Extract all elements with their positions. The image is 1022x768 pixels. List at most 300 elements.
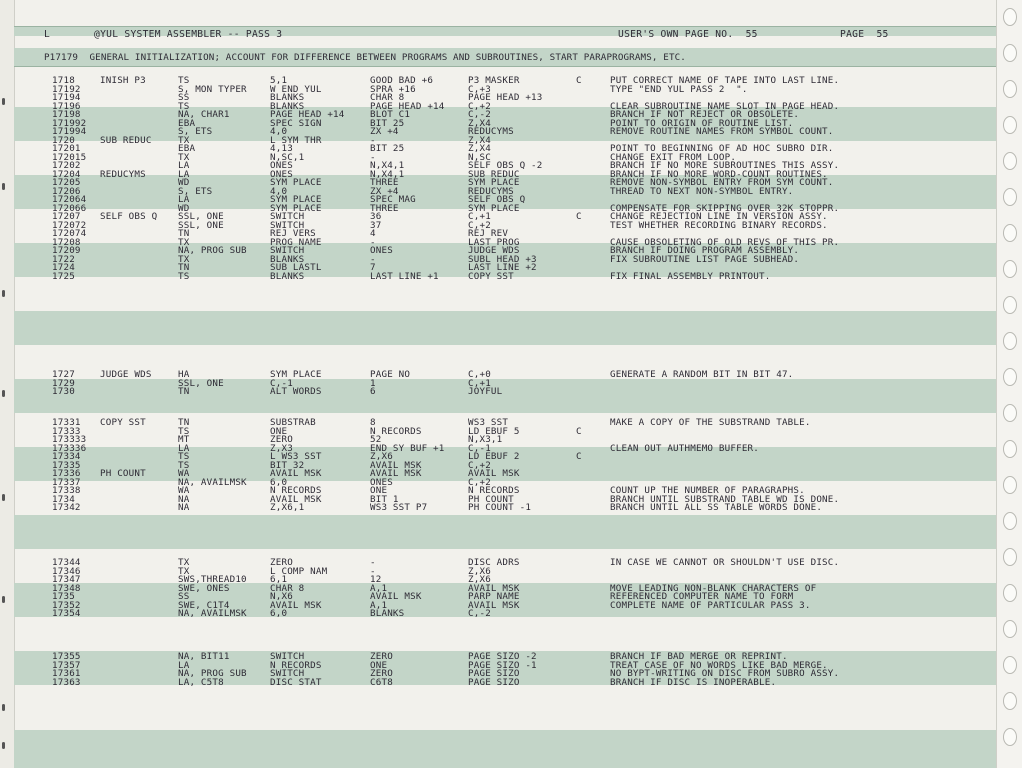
operand-2: ZERO: [370, 668, 393, 679]
operand-1: SWITCH: [270, 245, 305, 256]
operand-1: REJ VERS: [270, 228, 316, 239]
label: SELF OBS Q: [100, 211, 158, 222]
comment: THREAD TO NEXT NON-SYMBOL ENTRY.: [610, 185, 794, 197]
sprocket-hole: [1003, 368, 1017, 386]
opcode: WD: [178, 177, 190, 188]
opcode: NA, PROG SUB: [178, 668, 247, 679]
line-number: 17207: [52, 211, 81, 222]
opcode: NA: [178, 502, 190, 513]
operand-3: Z,X4: [468, 134, 491, 146]
operand-3: PAGE HEAD +13: [468, 92, 543, 103]
opcode: TN: [178, 228, 190, 239]
operand-1: DISC STAT: [270, 676, 322, 688]
flag: C: [576, 425, 582, 437]
sprocket-hole: [1003, 296, 1017, 314]
edge-mark: [2, 704, 5, 711]
opcode: EBA: [178, 117, 196, 129]
operand-3: C,+3: [468, 83, 491, 95]
operand-1: 6,0: [270, 608, 288, 619]
operand-1: BLANKS: [270, 253, 305, 265]
operand-3: N,SC: [468, 151, 491, 163]
sprocket-hole: [1003, 260, 1017, 278]
opcode: MT: [178, 434, 190, 445]
line-number: 17196: [52, 100, 81, 112]
opcode: LA: [178, 194, 190, 205]
operand-2: 12: [370, 574, 382, 585]
comment: POINT TO BEGINNING OF AD HOC SUBRO DIR.: [610, 143, 834, 154]
operand-1: SWITCH: [270, 668, 305, 679]
sprocket-hole: [1003, 44, 1017, 62]
opcode: TX: [178, 134, 190, 146]
line-number: 1725: [52, 270, 75, 282]
edge-mark: [2, 290, 5, 297]
comment: NO BYPT-WRITING ON DISC FROM SUBRO ASSY.: [610, 668, 840, 679]
operand-3: C,+1: [468, 377, 491, 389]
operand-1: 5,1: [270, 75, 288, 86]
comment: COMPENSATE FOR SKIPPING OVER 32K STOPPR.: [610, 202, 840, 214]
operand-1: W END YUL: [270, 83, 322, 95]
operand-3: AVAIL MSK: [468, 468, 520, 479]
opcode: TX: [178, 236, 190, 248]
line-number: 17336: [52, 468, 81, 479]
line-number: 17202: [52, 160, 81, 171]
line-number: 17331: [52, 417, 81, 428]
opcode: EBA: [178, 143, 196, 154]
operand-1: N,SC,1: [270, 151, 305, 163]
operand-2: ZX +4: [370, 126, 399, 137]
sprocket-hole: [1003, 476, 1017, 494]
operand-3: C,-1: [468, 442, 491, 454]
opcode: NA, AVAILMSK: [178, 476, 247, 488]
green-band: [14, 730, 996, 768]
line-number: 1720: [52, 134, 75, 146]
operand-3: Z,X4: [468, 117, 491, 129]
sprocket-hole: [1003, 656, 1017, 674]
operand-2: AVAIL MSK: [370, 459, 422, 471]
sprocket-hole: [1003, 224, 1017, 242]
line-number: 17194: [52, 92, 81, 103]
line-number: 1722: [52, 253, 75, 265]
comment: BRANCH IF NO MORE WORD-COUNT ROUTINES.: [610, 168, 828, 180]
operand-2: 7: [370, 262, 376, 273]
operand-1: Z,X3: [270, 442, 293, 454]
operand-2: END SY BUF +1: [370, 442, 445, 454]
opcode: TS: [178, 270, 190, 282]
label: COPY SST: [100, 417, 146, 428]
line-number: 1735: [52, 591, 75, 602]
opcode: TN: [178, 417, 190, 428]
line-number: 1734: [52, 493, 75, 505]
opcode: LA: [178, 160, 190, 171]
line-number: 17344: [52, 557, 81, 568]
operand-2: AVAIL MSK: [370, 591, 422, 602]
operand-1: BIT 32: [270, 459, 305, 471]
listing-paper: [14, 0, 996, 768]
comment: CHANGE REJECTION LINE IN VERSION ASSY.: [610, 211, 828, 222]
line-number: 17204: [52, 168, 81, 180]
sprocket-hole: [1003, 512, 1017, 530]
operand-1: Z,X6,1: [270, 502, 305, 513]
green-band: [14, 311, 996, 345]
opcode: NA, BIT11: [178, 651, 230, 662]
operand-2: 36: [370, 211, 382, 222]
opcode: TX: [178, 151, 190, 163]
operand-3: LAST PROG: [468, 236, 520, 248]
operand-1: L COMP NAM: [270, 565, 328, 577]
operand-2: -: [370, 134, 376, 146]
line-number: 17198: [52, 109, 81, 120]
comment: REMOVE ROUTINE NAMES FROM SYMBOL COUNT.: [610, 126, 834, 137]
comment: REMOVE NON-SYMBOL ENTRY FROM SYM COUNT.: [610, 177, 834, 188]
operand-3: PH COUNT -1: [468, 502, 532, 513]
operand-3: COPY SST: [468, 270, 514, 282]
operand-1: N,X6: [270, 591, 293, 602]
operand-3: PAGE SIZO: [468, 668, 520, 679]
line-number: 1718: [52, 75, 75, 86]
sprocket-hole: [1003, 404, 1017, 422]
users-page-number: USER'S OWN PAGE NO. 55: [618, 29, 758, 40]
operand-1: 4,13: [270, 143, 293, 154]
opcode: LA, C5T8: [178, 676, 224, 688]
rule: [14, 66, 996, 67]
operand-3: PH COUNT: [468, 493, 514, 505]
line-number: 17335: [52, 459, 81, 471]
operand-2: BLANKS: [370, 608, 405, 619]
operand-2: ZX +4: [370, 185, 399, 197]
operand-2: WS3 SST P7: [370, 502, 428, 513]
opcode: S, ETS: [178, 126, 213, 137]
operand-1: L WS3 SST: [270, 451, 322, 462]
opcode: TS: [178, 459, 190, 471]
operand-3: PARP NAME: [468, 591, 520, 602]
operand-1: BLANKS: [270, 92, 305, 103]
operand-1: 6,1: [270, 574, 288, 585]
comment: TEST WHETHER RECORDING BINARY RECORDS.: [610, 219, 828, 231]
operand-2: BIT 25: [370, 143, 405, 154]
line-number: 172015: [52, 151, 87, 163]
operand-1: SPEC SIGN: [270, 117, 322, 129]
operand-2: Z,X6: [370, 451, 393, 462]
operand-1: BLANKS: [270, 270, 305, 282]
operand-3: P3 MASKER: [468, 75, 520, 86]
operand-3: N,X3,1: [468, 434, 503, 445]
listing-line: [14, 271, 996, 282]
opcode: NA, CHAR1: [178, 109, 230, 120]
comment: COMPLETE NAME OF PARTICULAR PASS 3.: [610, 599, 811, 611]
operand-1: L SYM THR: [270, 134, 322, 146]
operand-3: JUDGE WDS: [468, 245, 520, 256]
line-number: 173333: [52, 434, 87, 445]
line-number: 17363: [52, 676, 81, 688]
operand-1: AVAIL MSK: [270, 493, 322, 505]
flag: C: [576, 451, 582, 462]
line-number: 17348: [52, 582, 81, 594]
comment: BRANCH IF NO MORE SUBROUTINES THIS ASSY.: [610, 160, 840, 171]
comment: TYPE "END YUL PASS 2 ".: [610, 83, 748, 95]
operand-1: AVAIL MSK: [270, 599, 322, 611]
operand-2: 8: [370, 417, 376, 428]
operand-2: -: [370, 565, 376, 577]
operand-2: SPRA +16: [370, 83, 416, 95]
operand-3: REDUCYMS: [468, 126, 514, 137]
operand-2: ONES: [370, 476, 393, 488]
line-number: 17354: [52, 608, 81, 619]
operand-3: C,-2: [468, 608, 491, 619]
opcode: TN: [178, 386, 190, 397]
operand-3: C,+2: [468, 459, 491, 471]
operand-3: C,+1: [468, 211, 491, 222]
operand-2: ONE: [370, 485, 388, 496]
operand-1: SWITCH: [270, 219, 305, 231]
operand-1: ONES: [270, 168, 293, 180]
listing-line: [14, 386, 996, 397]
line-number: 17333: [52, 425, 81, 437]
page-number: PAGE 55: [840, 29, 889, 40]
operand-1: SYM PLACE: [270, 202, 322, 214]
operand-3: JOYFUL: [468, 386, 503, 397]
opcode: SWE, C1T4: [178, 599, 230, 611]
line-number: 17206: [52, 185, 81, 197]
operand-3: AVAIL MSK: [468, 599, 520, 611]
operand-2: THREE: [370, 202, 399, 214]
sprocket-hole: [1003, 188, 1017, 206]
listing-subtitle: P17179 GENERAL INITIALIZATION; ACCOUNT FOR DIFFERENCE BETWEEN PROGRAMS AND SUBROUTINES, START PARAPROGRAMS, ETC.: [44, 52, 686, 63]
edge-mark: [2, 183, 5, 190]
operand-1: ONE: [270, 425, 288, 437]
operand-3: Z,X6: [468, 574, 491, 585]
label: REDUCYMS: [100, 168, 146, 180]
operand-2: A,1: [370, 599, 388, 611]
operand-1: 4,0: [270, 126, 288, 137]
comment: PUT CORRECT NAME OF TAPE INTO LAST LINE.: [610, 75, 840, 86]
operand-2: N,X4,1: [370, 160, 405, 171]
line-number: 17337: [52, 476, 81, 488]
sprocket-hole: [1003, 80, 1017, 98]
operand-2: -: [370, 151, 376, 163]
opcode: SWE, ONES: [178, 582, 230, 594]
operand-3: N RECORDS: [468, 485, 520, 496]
line-number: 17209: [52, 245, 81, 256]
operand-2: SPEC MAG: [370, 194, 416, 205]
operand-3: PAGE SIZO: [468, 676, 520, 688]
sprocket-hole: [1003, 692, 1017, 710]
edge-mark: [2, 390, 5, 397]
operand-2: -: [370, 557, 376, 568]
opcode: SWS,THREAD10: [178, 574, 247, 585]
line-number: 171994: [52, 126, 87, 137]
operand-1: ZERO: [270, 557, 293, 568]
opcode: NA: [178, 493, 190, 505]
operand-2: -: [370, 236, 376, 248]
line-number: 17352: [52, 599, 81, 611]
opcode: SS: [178, 591, 190, 602]
operand-3: Z,X4: [468, 143, 491, 154]
operand-3: DISC ADRS: [468, 557, 520, 568]
opcode: NA, AVAILMSK: [178, 608, 247, 619]
sprocket-hole: [1003, 116, 1017, 134]
operand-1: PAGE HEAD +14: [270, 109, 345, 120]
opcode: WA: [178, 468, 190, 479]
opcode: LA: [178, 659, 190, 671]
sprocket-hole: [1003, 548, 1017, 566]
listing-line: [14, 677, 996, 688]
operand-2: ZERO: [370, 651, 393, 662]
comment: CAUSE OBSOLETING OF OLD REVS OF THIS PR.: [610, 236, 840, 248]
opcode: TS: [178, 75, 190, 86]
line-number: 17192: [52, 83, 81, 95]
operand-3: LAST LINE +2: [468, 262, 537, 273]
operand-3: C,-2: [468, 109, 491, 120]
operand-3: C,+2: [468, 476, 491, 488]
opcode: TX: [178, 565, 190, 577]
line-number: 172074: [52, 228, 87, 239]
line-number: 17346: [52, 565, 81, 577]
operand-3: SYM PLACE: [468, 202, 520, 214]
line-number: 172066: [52, 202, 87, 214]
flag: C: [576, 75, 582, 86]
operand-3: PAGE SIZO -2: [468, 651, 537, 662]
opcode: WD: [178, 202, 190, 214]
operand-1: SYM PLACE: [270, 194, 322, 205]
operand-3: Z,X6: [468, 565, 491, 577]
operand-3: SUB REDUC: [468, 168, 520, 180]
operand-3: LD EBUF 2: [468, 451, 520, 462]
label: INISH P3: [100, 75, 146, 86]
comment: TREAT CASE OF NO WORDS LIKE BAD MERGE.: [610, 659, 828, 671]
opcode: LA: [178, 168, 190, 180]
listing-title: @YUL SYSTEM ASSEMBLER -- PASS 3: [94, 29, 283, 40]
comment: REFERENCED COMPUTER NAME TO FORM: [610, 591, 794, 602]
operand-2: ONE: [370, 659, 388, 671]
opcode: SS: [178, 92, 190, 103]
operand-1: N RECORDS: [270, 485, 322, 496]
operand-1: ONES: [270, 160, 293, 171]
operand-2: N RECORDS: [370, 425, 422, 437]
comment: BRANCH IF DOING PROGRAM ASSEMBLY.: [610, 245, 800, 256]
operand-3: SELF OBS Q: [468, 194, 526, 205]
opcode: WA: [178, 485, 190, 496]
label: JUDGE WDS: [100, 369, 152, 380]
comment: MAKE A COPY OF THE SUBSTRAND TABLE.: [610, 417, 811, 428]
operand-2: CHAR 8: [370, 92, 405, 103]
comment: CLEAR SUBROUTINE NAME SLOT IN PAGE HEAD.: [610, 100, 840, 112]
edge-mark: [2, 98, 5, 105]
edge-mark: [2, 494, 5, 501]
operand-3: C,+2: [468, 219, 491, 231]
opcode: TX: [178, 557, 190, 568]
comment: GENERATE A RANDOM BIT IN BIT 47.: [610, 369, 794, 380]
listing-line: [14, 608, 996, 619]
opcode: S, ETS: [178, 185, 213, 197]
line-number: 17338: [52, 485, 81, 496]
operand-1: 6,0: [270, 476, 288, 488]
line-number: 172064: [52, 194, 87, 205]
operand-3: WS3 SST: [468, 417, 509, 428]
sprocket-hole: [1003, 728, 1017, 746]
green-band: [14, 515, 996, 549]
operand-2: BIT 25: [370, 117, 405, 129]
line-number: 17334: [52, 451, 81, 462]
sprocket-hole: [1003, 584, 1017, 602]
operand-1: N RECORDS: [270, 659, 322, 671]
operand-3: REDUCYMS: [468, 185, 514, 197]
operand-1: C,-1: [270, 377, 293, 389]
opcode: SSL, ONE: [178, 219, 224, 231]
line-number: 1729: [52, 377, 75, 389]
sprocket-hole: [1003, 8, 1017, 26]
line-number: 1727: [52, 369, 75, 380]
label: PH COUNT: [100, 468, 146, 479]
line-number: 1730: [52, 386, 75, 397]
comment: BRANCH IF BAD MERGE OR REPRINT.: [610, 651, 788, 662]
operand-1: SYM PLACE: [270, 369, 322, 380]
line-number: 17342: [52, 502, 81, 513]
line-number: 17205: [52, 177, 81, 188]
operand-3: SYM PLACE: [468, 177, 520, 188]
operand-2: PAGE HEAD +14: [370, 100, 445, 112]
left-tractor-edge: [0, 0, 15, 768]
operand-2: 6: [370, 386, 376, 397]
edge-mark: [2, 742, 5, 749]
opcode: TS: [178, 100, 190, 112]
comment: POINT TO ORIGIN OF ROUTINE LIST.: [610, 117, 794, 129]
operand-2: PAGE NO: [370, 369, 411, 380]
operand-1: CHAR 8: [270, 582, 305, 594]
line-number: 17208: [52, 236, 81, 248]
comment: CLEAN OUT AUTHMEMO BUFFER.: [610, 442, 760, 454]
operand-2: 37: [370, 219, 382, 231]
edge-mark: [2, 596, 5, 603]
line-number: 1724: [52, 262, 75, 273]
opcode: SSL, ONE: [178, 377, 224, 389]
operand-1: ZERO: [270, 434, 293, 445]
comment: BRANCH UNTIL SUBSTRAND TABLE WD IS DONE.: [610, 493, 840, 505]
operand-3: PAGE SIZO -1: [468, 659, 537, 671]
sprocket-hole: [1003, 152, 1017, 170]
operand-3: SUBL HEAD +3: [468, 253, 537, 265]
operand-1: ALT WORDS: [270, 386, 322, 397]
operand-1: AVAIL MSK: [270, 468, 322, 479]
operand-2: A,1: [370, 582, 388, 594]
line-number: 17347: [52, 574, 81, 585]
opcode: SSL, ONE: [178, 211, 224, 222]
opcode: S, MON TYPER: [178, 83, 247, 95]
opcode: TS: [178, 425, 190, 437]
line-number: 171992: [52, 117, 87, 129]
line-number: 17361: [52, 668, 81, 679]
operand-3: C,+2: [468, 100, 491, 112]
operand-1: SYM PLACE: [270, 177, 322, 188]
right-tractor-edge: [996, 0, 1022, 768]
opcode: LA: [178, 442, 190, 454]
operand-3: C,+0: [468, 369, 491, 380]
operand-2: BIT 1: [370, 493, 399, 505]
operand-2: ONES: [370, 245, 393, 256]
comment: BRANCH IF DISC IS INOPERABLE.: [610, 676, 777, 688]
operand-2: 1: [370, 377, 376, 389]
listing-line: [14, 502, 996, 513]
line-number: 173336: [52, 442, 87, 454]
operand-1: SWITCH: [270, 211, 305, 222]
line-number: 17201: [52, 143, 81, 154]
comment: MOVE LEADING NON-BLANK CHARACTERS OF: [610, 582, 817, 594]
operand-1: SWITCH: [270, 651, 305, 662]
opcode: HA: [178, 369, 190, 380]
comment: COUNT UP THE NUMBER OF PARAGRAPHS.: [610, 485, 805, 496]
operand-1: BLANKS: [270, 100, 305, 112]
sprocket-hole: [1003, 332, 1017, 350]
comment: IN CASE WE CANNOT OR SHOULDN'T USE DISC.: [610, 557, 840, 568]
